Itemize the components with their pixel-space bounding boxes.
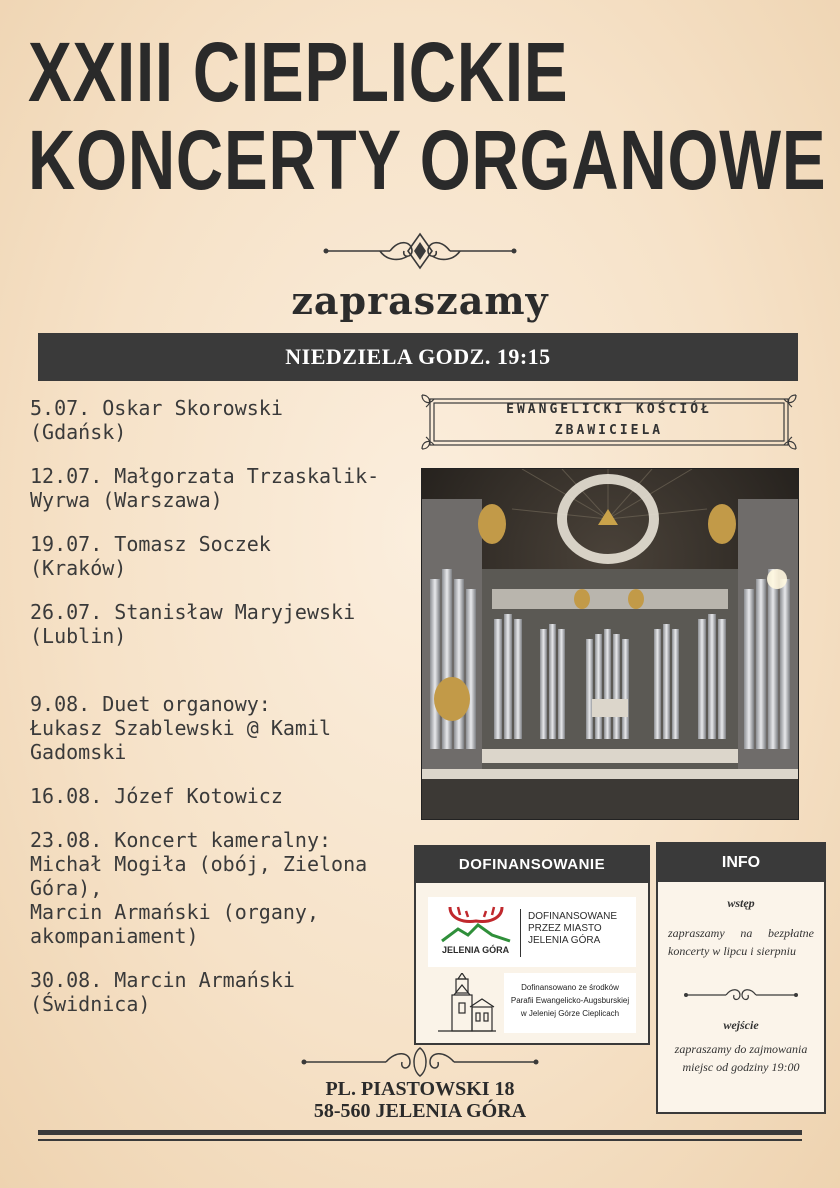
church-name-line-2: ZBAWICIELA bbox=[554, 423, 664, 438]
parish-line-1: Dofinansowano ze środków bbox=[521, 983, 619, 992]
city-logo-name: JELENIA GÓRA bbox=[442, 945, 510, 955]
entry-label: wstęp bbox=[727, 896, 755, 910]
schedule-line: Wyrwa (Warszawa) bbox=[30, 488, 223, 512]
organ-photo bbox=[421, 468, 799, 820]
schedule-item bbox=[30, 828, 410, 948]
flourish-ornament-icon bbox=[320, 228, 520, 274]
funding-heading: DOFINANSOWANIE bbox=[416, 847, 648, 883]
city-funding-text bbox=[528, 911, 632, 947]
schedule-item bbox=[30, 532, 410, 580]
schedule-line: Marcin Armański (organy, bbox=[30, 900, 319, 924]
logo-divider bbox=[520, 909, 521, 957]
schedule-line: (Świdnica) bbox=[30, 992, 151, 1016]
church-building-icon bbox=[438, 973, 496, 1037]
address-line-1: PL. PIASTOWSKI 18 bbox=[325, 1078, 515, 1100]
footer-rule-thick bbox=[38, 1130, 802, 1135]
schedule-line: 23.08. Koncert kameralny: bbox=[30, 828, 332, 852]
schedule-line: 12.07. Małgorzata Trzaskalik- bbox=[30, 464, 380, 488]
title-line-1: XXIII CIEPLICKIE bbox=[28, 25, 569, 119]
invitation-text: zapraszamy bbox=[291, 278, 549, 323]
schedule-line: (Kraków) bbox=[30, 556, 127, 580]
funding-box bbox=[414, 845, 650, 1045]
schedule-item bbox=[30, 464, 410, 512]
schedule-item bbox=[30, 600, 410, 648]
schedule-line: (Gdańsk) bbox=[30, 420, 127, 444]
footer-rule-thin bbox=[38, 1139, 802, 1141]
schedule-item bbox=[30, 968, 410, 1016]
doors-label: wejście bbox=[723, 1018, 759, 1032]
doors-text: zapraszamy do zajmowania miejsc od godziny 19:00 bbox=[674, 1042, 808, 1074]
time-banner: NIEDZIELA GODZ. 19:15 bbox=[38, 333, 798, 381]
parish-line-3: w Jeleniej Górze Cieplicach bbox=[520, 1009, 620, 1018]
concert-schedule bbox=[30, 396, 410, 1016]
schedule-line: 19.07. Tomasz Soczek bbox=[30, 532, 271, 556]
schedule-line: Góra), bbox=[30, 876, 103, 900]
parish-card bbox=[504, 973, 636, 1033]
schedule-item bbox=[30, 784, 410, 808]
schedule-item bbox=[30, 396, 410, 444]
schedule-line: 5.07. Oskar Skorowski bbox=[30, 396, 283, 420]
schedule-line: 9.08. Duet organowy: bbox=[30, 692, 271, 716]
schedule-line: Łukasz Szablewski @ Kamil bbox=[30, 716, 332, 740]
info-heading: INFO bbox=[658, 844, 824, 882]
schedule-item bbox=[30, 692, 410, 764]
schedule-line: 26.07. Stanisław Maryjewski bbox=[30, 600, 356, 624]
bottom-flourish-icon bbox=[300, 1044, 540, 1080]
info-box bbox=[656, 842, 826, 1114]
title-line-2: KONCERTY ORGANOWE bbox=[28, 113, 827, 207]
poster-title bbox=[28, 25, 827, 207]
city-funding-line-2: PRZEZ MIASTO bbox=[528, 923, 602, 934]
schedule-line: 16.08. Józef Kotowicz bbox=[30, 784, 283, 808]
church-name bbox=[420, 399, 798, 441]
schedule-line: Gadomski bbox=[30, 740, 127, 764]
city-logo-card bbox=[428, 897, 636, 967]
schedule-line: akompaniament) bbox=[30, 924, 199, 948]
city-funding-line-3: JELENIA GÓRA bbox=[528, 935, 601, 946]
city-funding-line-1: DOFINANSOWANE bbox=[528, 911, 618, 922]
venue-address bbox=[260, 1078, 580, 1122]
address-line-2: 58-560 JELENIA GÓRA bbox=[313, 1100, 527, 1122]
parish-funding-text bbox=[508, 981, 632, 1020]
church-name-line-1: EWANGELICKI KOŚCIÓŁ bbox=[506, 402, 712, 417]
schedule-line: Michał Mogiła (obój, Zielona bbox=[30, 852, 368, 876]
schedule-line: 30.08. Marcin Armański bbox=[30, 968, 295, 992]
jelenia-gora-logo-icon bbox=[436, 901, 516, 949]
parish-line-2: Parafii Ewangelicko-Augsburskiej bbox=[510, 996, 630, 1005]
small-flourish-icon bbox=[682, 984, 800, 1006]
schedule-line: (Lublin) bbox=[30, 624, 127, 648]
entry-text: zapraszamy na bezpłatne koncerty w lipcu i sierpniu bbox=[668, 926, 814, 958]
